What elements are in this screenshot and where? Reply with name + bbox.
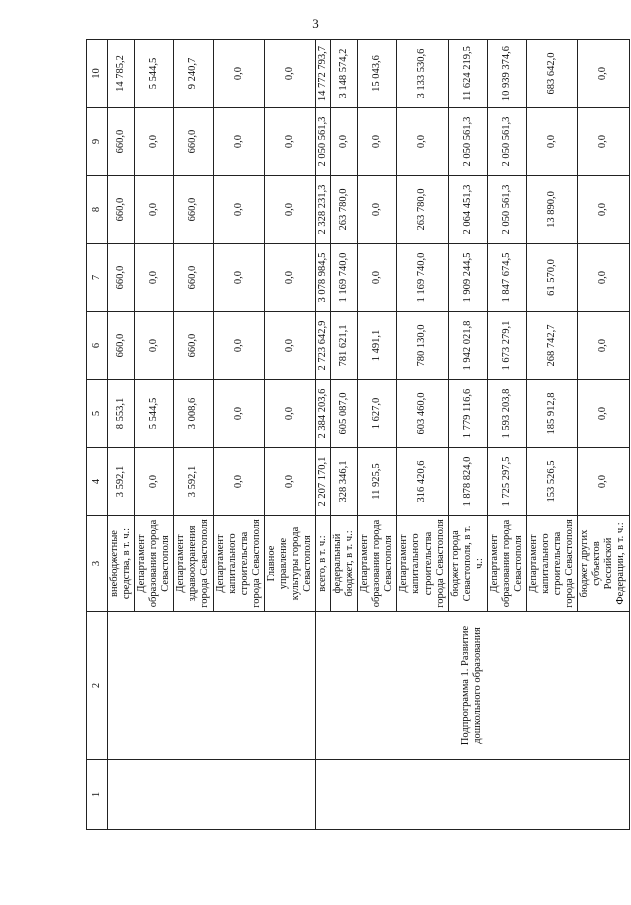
value-cell: 0,0 (578, 176, 629, 244)
header-cell: 9 (87, 108, 108, 176)
value-cell: 15 043,6 (358, 40, 397, 108)
value-cell: 9 240,7 (174, 40, 213, 108)
value-cell: 328 346,1 (331, 448, 358, 516)
value-cell: 3 078 984,5 (316, 244, 331, 312)
value-cell: 0,0 (213, 380, 264, 448)
value-cell: 660,0 (174, 176, 213, 244)
value-cell: 0,0 (264, 108, 315, 176)
value-cell: 660,0 (108, 108, 135, 176)
value-cell: 1 942 021,8 (448, 312, 487, 380)
row-label: всего, в т. ч.: (316, 516, 331, 612)
value-cell: 8 553,1 (108, 380, 135, 448)
header-cell: 7 (87, 244, 108, 312)
value-cell: 185 912,8 (527, 380, 578, 448)
value-cell: 0,0 (213, 244, 264, 312)
header-row (87, 40, 108, 830)
header-cell: 8 (87, 176, 108, 244)
value-cell: 683 642,0 (527, 40, 578, 108)
value-cell: 0,0 (264, 244, 315, 312)
value-cell: 0,0 (578, 244, 629, 312)
row-label: Главное управление культуры города Севастополя (264, 516, 315, 612)
col2-cell (108, 612, 316, 760)
header-cell: 10 (87, 40, 108, 108)
value-cell: 5 544,5 (135, 380, 174, 448)
value-cell: 0,0 (213, 108, 264, 176)
value-cell: 0,0 (135, 176, 174, 244)
row-label: Департамент образования города Севастополя (358, 516, 397, 612)
row-label: бюджет города Севастополя, в т. ч.: (448, 516, 487, 612)
value-cell: 0,0 (213, 176, 264, 244)
value-cell: 1 627,0 (358, 380, 397, 448)
value-cell: 1 169 740,0 (331, 244, 358, 312)
subprogram-name: Подпрограмма 1. Развитие дошкольного образования (316, 612, 630, 760)
value-cell: 1 878 824,0 (448, 448, 487, 516)
value-cell: 1 779 116,6 (448, 380, 487, 448)
value-cell: 0,0 (135, 108, 174, 176)
value-cell: 1 673 279,1 (487, 312, 526, 380)
value-cell: 2 723 642,9 (316, 312, 331, 380)
value-cell: 0,0 (527, 108, 578, 176)
value-cell: 0,0 (331, 108, 358, 176)
value-cell: 660,0 (108, 176, 135, 244)
header-cell: 3 (87, 516, 108, 612)
value-cell: 0,0 (264, 176, 315, 244)
value-cell: 1 725 297,5 (487, 448, 526, 516)
row-label: Департамент здравоохранения города Севастополя (174, 516, 213, 612)
value-cell: 263 780,0 (331, 176, 358, 244)
value-cell: 0,0 (358, 176, 397, 244)
row-label: бюджет других субъектов Российской Федерации, в т. ч.: (578, 516, 629, 612)
value-cell: 660,0 (108, 312, 135, 380)
value-cell: 0,0 (213, 40, 264, 108)
table-row (316, 40, 331, 830)
row-label: Департамент капитального строительства города Севастополя (397, 516, 448, 612)
value-cell: 3 148 574,2 (331, 40, 358, 108)
header-cell: 6 (87, 312, 108, 380)
value-cell: 1 847 674,5 (487, 244, 526, 312)
value-cell: 780 130,0 (397, 312, 448, 380)
value-cell: 13 890,0 (527, 176, 578, 244)
value-cell: 0,0 (264, 312, 315, 380)
value-cell: 0,0 (578, 108, 629, 176)
header-cell: 5 (87, 380, 108, 448)
value-cell: 2 050 561,3 (487, 108, 526, 176)
value-cell: 2 050 561,3 (316, 108, 331, 176)
value-cell: 1 593 203,8 (487, 380, 526, 448)
value-cell: 0,0 (358, 108, 397, 176)
value-cell: 10 939 374,6 (487, 40, 526, 108)
value-cell: 660,0 (174, 108, 213, 176)
budget-table (86, 39, 630, 830)
value-cell: 0,0 (578, 40, 629, 108)
page-number: 3 (312, 16, 319, 31)
value-cell: 316 420,6 (397, 448, 448, 516)
value-cell: 2 328 231,3 (316, 176, 331, 244)
value-cell: 3 592,1 (174, 448, 213, 516)
value-cell: 263 780,0 (397, 176, 448, 244)
row-label: Департамент образования города Севастополя (487, 516, 526, 612)
value-cell: 2 064 451,3 (448, 176, 487, 244)
row-label: Департамент капитального строительства города Севастополя (527, 516, 578, 612)
value-cell: 660,0 (174, 312, 213, 380)
value-cell: 14 785,2 (108, 40, 135, 108)
value-cell: 1 169 740,0 (397, 244, 448, 312)
header-cell: 4 (87, 448, 108, 516)
value-cell: 3 133 530,6 (397, 40, 448, 108)
value-cell: 0,0 (135, 312, 174, 380)
header-cell: 2 (87, 612, 108, 760)
row-label: федеральный бюджет, в т. ч.: (331, 516, 358, 612)
value-cell: 1 491,1 (358, 312, 397, 380)
value-cell: 3 008,6 (174, 380, 213, 448)
value-cell: 11 925,5 (358, 448, 397, 516)
value-cell: 153 526,5 (527, 448, 578, 516)
value-cell: 603 460,0 (397, 380, 448, 448)
col1-cell (316, 760, 630, 830)
value-cell: 0,0 (578, 448, 629, 516)
row-label: внебюджетные средства, в т. ч.: (108, 516, 135, 612)
value-cell: 605 087,0 (331, 380, 358, 448)
row-label: Департамент капитального строительства города Севастополя (213, 516, 264, 612)
value-cell: 14 772 793,7 (316, 40, 331, 108)
value-cell: 0,0 (264, 380, 315, 448)
value-cell: 5 544,5 (135, 40, 174, 108)
value-cell: 0,0 (264, 40, 315, 108)
value-cell: 3 592,1 (108, 448, 135, 516)
value-cell: 0,0 (578, 380, 629, 448)
value-cell: 61 570,0 (527, 244, 578, 312)
col1-cell (108, 760, 316, 830)
value-cell: 0,0 (213, 448, 264, 516)
value-cell: 11 624 219,5 (448, 40, 487, 108)
value-cell: 1 909 244,5 (448, 244, 487, 312)
value-cell: 0,0 (135, 244, 174, 312)
value-cell: 660,0 (108, 244, 135, 312)
value-cell: 0,0 (264, 448, 315, 516)
row-label: Департамент образования города Севастополя (135, 516, 174, 612)
value-cell: 2 050 561,3 (448, 108, 487, 176)
header-cell: 1 (87, 760, 108, 830)
value-cell: 0,0 (397, 108, 448, 176)
value-cell: 2 050 561,3 (487, 176, 526, 244)
rotated-table-container (86, 40, 627, 830)
table-row (108, 40, 135, 830)
value-cell: 0,0 (135, 448, 174, 516)
value-cell: 0,0 (358, 244, 397, 312)
value-cell: 0,0 (578, 312, 629, 380)
value-cell: 2 207 170,1 (316, 448, 331, 516)
value-cell: 660,0 (174, 244, 213, 312)
value-cell: 2 384 203,6 (316, 380, 331, 448)
value-cell: 268 742,7 (527, 312, 578, 380)
value-cell: 0,0 (213, 312, 264, 380)
value-cell: 781 621,1 (331, 312, 358, 380)
